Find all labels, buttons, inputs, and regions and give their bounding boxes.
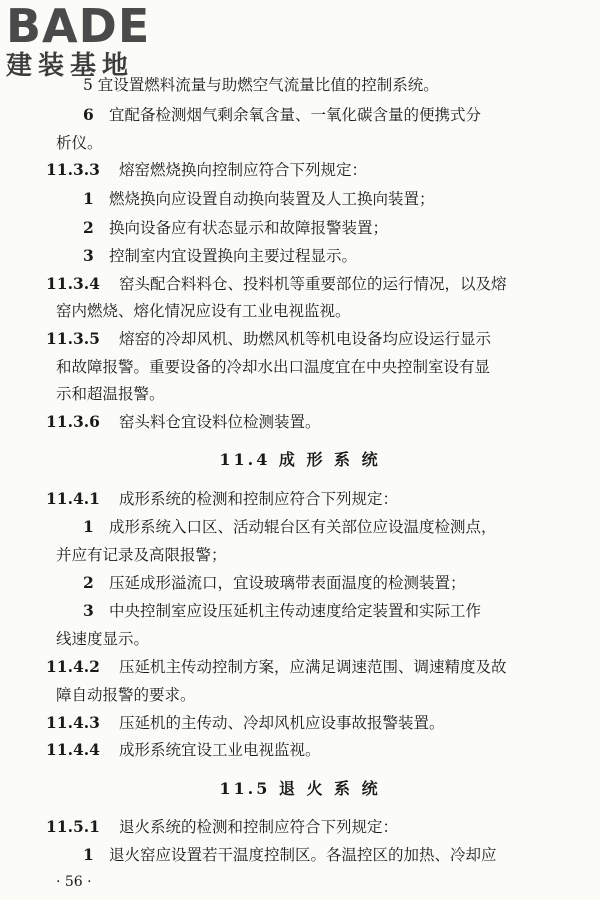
text-line: [0, 379, 600, 409]
line-text: 成形系统入口区、活动辊台区有关部位应设温度检测点，: [109, 518, 497, 536]
clause-number: 11.4.2: [46, 657, 100, 676]
line-text: 控制室内宜设置换向主要过程显示。: [109, 247, 358, 265]
text-line: [0, 184, 600, 214]
text-line: [0, 512, 600, 542]
text-line: [0, 128, 600, 158]
clause-number: 11.4.4: [46, 740, 100, 759]
text-line: [0, 269, 600, 299]
item-number: 1: [83, 189, 94, 208]
text-line: [0, 652, 600, 682]
text-line: [0, 680, 600, 710]
text-line: [0, 624, 600, 654]
line-text: 压延机主传动控制方案，应满足调速范围、调速精度及故: [119, 658, 507, 676]
text-line: [0, 241, 600, 271]
line-text: 压延机的主传动、冷却风机应设事故报警装置。: [119, 714, 445, 732]
line-text: 熔窑燃烧换向控制应符合下列规定：: [119, 161, 368, 179]
line-text: 窑内燃烧、熔化情况应设有工业电视监视。: [56, 302, 351, 320]
line-text: 窑头配合料料仓、投料机等重要部位的运行情况，以及熔: [119, 275, 507, 293]
clause-number: 11.4.1: [46, 489, 100, 508]
section-title: 11.4 成 形 系 统: [219, 450, 381, 469]
text-line: [0, 540, 600, 570]
line-text: 成形系统的检测和控制应符合下列规定：: [119, 490, 399, 508]
clause-number: 11.3.5: [46, 329, 100, 348]
text-line: [0, 213, 600, 243]
text-line: [0, 352, 600, 382]
text-line: [0, 484, 600, 514]
text-line: [0, 708, 600, 738]
line-text: 换向设备应有状态显示和故障报警装置；: [109, 219, 389, 237]
text-line: [0, 155, 600, 185]
line-text: 退火系统的检测和控制应符合下列规定：: [119, 818, 399, 836]
line-text: 压延成形溢流口，宜设玻璃带表面温度的检测装置；: [109, 574, 466, 592]
text-line: [0, 100, 600, 130]
line-text: 中央控制室应设压延机主传动速度给定装置和实际工作: [109, 602, 482, 620]
text-line: [0, 735, 600, 765]
line-text: 析仪。: [56, 134, 103, 152]
line-text: 成形系统宜设工业电视监视。: [119, 741, 321, 759]
item-number: 2: [83, 573, 94, 592]
line-text: 障自动报警的要求。: [56, 686, 196, 704]
clause-number: 11.3.6: [46, 412, 100, 431]
line-text: 退火窑应设置若干温度控制区。各温控区的加热、冷却应: [109, 846, 497, 864]
line-text: 5 宜设置燃料流量与助燃空气流量比值的控制系统。: [83, 76, 439, 94]
clause-number: 11.4.3: [46, 713, 100, 732]
line-text: 熔窑的冷却风机、助燃风机等机电设备均应设运行显示: [119, 330, 492, 348]
text-line: [0, 407, 600, 437]
item-number: 1: [83, 517, 94, 536]
item-number: 2: [83, 218, 94, 237]
line-text: 示和超温报警。: [56, 385, 165, 403]
text-line: [0, 296, 600, 326]
line-text: 宜配备检测烟气剩余氧含量、一氧化碳含量的便携式分: [109, 106, 482, 124]
line-text: 燃烧换向应设置自动换向装置及人工换向装置；: [109, 190, 435, 208]
item-number: 3: [83, 246, 94, 265]
clause-number: 11.5.1: [46, 817, 100, 836]
text-line: [0, 840, 600, 870]
item-number: 3: [83, 601, 94, 620]
section-title: 11.5 退 火 系 统: [219, 779, 381, 798]
text-line: [0, 596, 600, 626]
clause-number: 11.3.4: [46, 274, 100, 293]
item-number: 1: [83, 845, 94, 864]
line-text: 并应有记录及高限报警；: [56, 546, 227, 564]
watermark-subtitle: 建装基地: [6, 51, 135, 81]
text-line: [0, 324, 600, 354]
text-line: [0, 568, 600, 598]
page-number: · 56 ·: [56, 874, 92, 890]
line-text: 窑头料仓宜设料位检测装置。: [119, 413, 321, 431]
line-text: 线速度显示。: [56, 630, 150, 648]
item-number: 6: [83, 105, 94, 124]
line-text: 和故障报警。重要设备的冷却水出口温度宜在中央控制室设有显: [56, 358, 491, 376]
watermark-brand: BADE: [6, 0, 151, 53]
clause-number: 11.3.3: [46, 160, 100, 179]
text-line: [0, 812, 600, 842]
text-line: [0, 70, 600, 100]
